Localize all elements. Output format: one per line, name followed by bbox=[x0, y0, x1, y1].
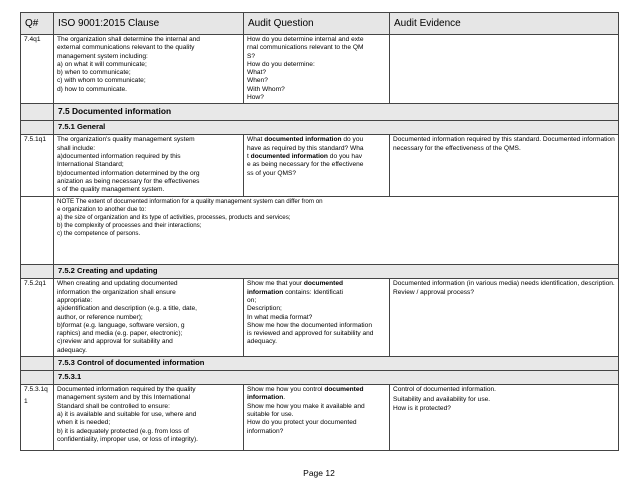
clause-text: When creating and updating documented information the organization shall ensure appropriate: a)identification and description (e.g. a title, date, author, or reference number); b)format (e.g. language, software version, g raphics) and media (e.g. paper, electronic); c)review and approval for suitability and adequacy. bbox=[54, 279, 244, 357]
header-q-number: Q# bbox=[21, 13, 54, 35]
audit-evidence: Documented information (in various media) needs identification, description. Review / approval process? bbox=[390, 279, 619, 357]
q-number: 7.5.2q1 bbox=[21, 279, 54, 357]
audit-evidence: Documented information required by this standard. Documented information necessary for the effectiveness of the QMS. bbox=[390, 135, 619, 197]
section-row bbox=[21, 104, 619, 121]
subsection-title: 7.5.3 Control of documented information bbox=[54, 357, 619, 371]
table-row bbox=[21, 279, 619, 357]
clause-text: The organization's quality management system shall include: a)documented information required by this International Standard; b)documented information determined by the org anization as being necessary for the effectivenes s of the quality management system. bbox=[54, 135, 244, 197]
subsection-row bbox=[21, 371, 619, 385]
subsection-row bbox=[21, 265, 619, 279]
clause-text: Documented information required by the quality management system and by this International Standard shall be controlled to ensure: a) it is available and suitable for use, where and when it is needed; b) it is adequately protected (e.g. from loss of confidentiality, improper use, or loss of integrity). bbox=[54, 385, 244, 451]
audit-evidence: Control of documented information. Suitability and availability for use. How is it protected? bbox=[390, 385, 619, 451]
audit-question: Show me how you control documented information. Show me how you make it available and suitable for use. How do you protect your documented information? bbox=[244, 385, 390, 451]
clause-text: The organization shall determine the internal and external communications relevant to the quality management system including: a) on what it will communicate; b) when to communicate; c) with whom to communicate; d) how to communicate. bbox=[54, 35, 244, 104]
table-row bbox=[21, 135, 619, 197]
subsection-row bbox=[21, 357, 619, 371]
header-audit-question: Audit Question bbox=[244, 13, 390, 35]
page-number: Page 12 bbox=[303, 468, 335, 478]
subsection-row bbox=[21, 121, 619, 135]
header-audit-evidence: Audit Evidence bbox=[390, 13, 619, 35]
q-number: 7.5.1q1 bbox=[21, 135, 54, 197]
note-text: NOTE The extent of documented information for a quality management system can differ from on e organization to another due to: a) the size of organization and its type of activities, processes, products and services; b) the complexity of processes and their interactions; c) the competence of persons. bbox=[54, 197, 619, 265]
table-row bbox=[21, 35, 619, 104]
audit-question: Show me that your documented information contains: Identificati on; Description; In what media format? Show me how the documented information is reviewed and approved for suitability and adequacy. bbox=[244, 279, 390, 357]
header-clause: ISO 9001:2015 Clause bbox=[54, 13, 244, 35]
subsection-title: 7.5.3.1 bbox=[54, 371, 619, 385]
note-row bbox=[21, 197, 619, 265]
q-number: 7.5.3.1q 1 bbox=[21, 385, 54, 451]
audit-question: How do you determine internal and exte rnal communications relevant to the QM S? How do you determine: What? When? With Whom? How? bbox=[244, 35, 390, 104]
table-row bbox=[21, 385, 619, 451]
section-title: 7.5 Documented information bbox=[54, 104, 619, 121]
q-number: 7.4q1 bbox=[21, 35, 54, 104]
audit-question: What documented information do you have as required by this standard? Wha t documented information do you hav e as being necessary for the effectivene ss of your QMS? bbox=[244, 135, 390, 197]
audit-table bbox=[20, 12, 619, 451]
table-header-row bbox=[21, 13, 619, 35]
subsection-title: 7.5.1 General bbox=[54, 121, 619, 135]
audit-evidence bbox=[390, 35, 619, 104]
subsection-title: 7.5.2 Creating and updating bbox=[54, 265, 619, 279]
